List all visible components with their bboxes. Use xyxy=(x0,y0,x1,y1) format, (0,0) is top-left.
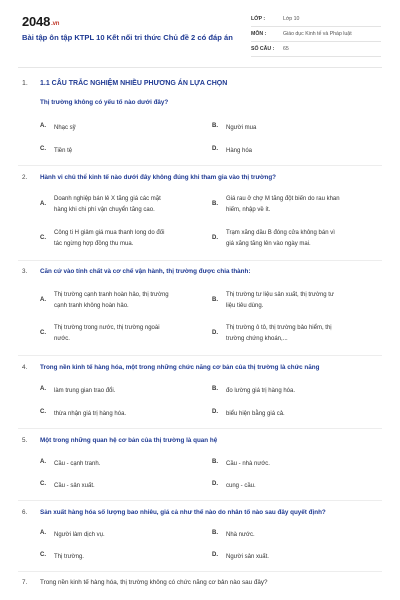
section-number: 1. xyxy=(22,80,28,87)
option-letter: A. xyxy=(40,530,46,536)
option-letter: A. xyxy=(40,386,46,392)
option-c[interactable] xyxy=(40,323,200,347)
meta-row-class xyxy=(251,12,381,27)
meta-row-count xyxy=(251,42,381,57)
question-number: 7. xyxy=(22,579,28,586)
question-text: Hành vi chủ thể kinh tế nào dưới đây không đúng khi tham gia vào thị trường? xyxy=(40,174,277,181)
option-letter: D. xyxy=(212,409,218,415)
option-text: đo lường giá trị hàng hóa. xyxy=(226,388,295,394)
option-text-line-2: liệu tiêu dùng. xyxy=(226,303,264,309)
option-letter: D. xyxy=(212,146,218,152)
option-text: Nhà nước. xyxy=(226,532,255,538)
option-text-line-1: Thị trường trong nước, thị trường ngoài xyxy=(54,325,160,331)
option-c[interactable] xyxy=(40,228,200,252)
document-meta xyxy=(251,12,381,57)
option-text-line-1: Công ti H giảm giá mua thanh long do đối xyxy=(54,230,165,236)
option-text-line-2: cạnh tranh không hoàn hảo. xyxy=(54,303,129,309)
question-text: Căn cứ vào tính chất và cơ chế vận hành, thị trường được chia thành: xyxy=(40,268,251,275)
option-letter: B. xyxy=(212,201,218,207)
option-text-line-1: Doanh nghiệp bán lẻ X tăng giá các mặt xyxy=(54,196,161,202)
option-letter: C. xyxy=(40,481,46,487)
question-divider xyxy=(18,260,382,261)
header-divider xyxy=(18,67,382,68)
option-letter: B. xyxy=(212,123,218,129)
option-text: Hàng hóa xyxy=(226,148,253,154)
question-divider xyxy=(18,165,382,166)
option-letter: D. xyxy=(212,235,218,241)
question-text: Sản xuất hàng hóa số lượng bao nhiêu, giá cả như thế nào do nhân tố nào sau đây quyết định? xyxy=(40,509,326,516)
option-letter: C. xyxy=(40,330,46,336)
option-text-line-2: giá xăng tăng lên vào ngày mai. xyxy=(226,241,311,247)
option-text: Thị trường. xyxy=(54,554,84,560)
meta-key: LỚP : xyxy=(251,16,266,22)
section-title: 1.1 CÂU TRẮC NGHIỆM NHIỀU PHƯƠNG ÁN LỰA CHỌN xyxy=(40,80,228,87)
option-text-line-1: Thị trường tư liệu sản xuất, thị trường tư xyxy=(226,292,334,298)
option-text: thừa nhận giá trị hàng hóa. xyxy=(54,411,127,417)
option-letter: D. xyxy=(212,330,218,336)
option-text-line-1: Thị trường cạnh tranh hoàn hảo, thị trường xyxy=(54,292,169,298)
option-letter: B. xyxy=(212,386,218,392)
logo-number: 2048 xyxy=(22,14,51,29)
question-divider xyxy=(18,355,382,356)
option-text-line-2: tác ngừng hợp đồng thu mua. xyxy=(54,241,134,247)
option-a[interactable] xyxy=(40,290,200,314)
option-d[interactable] xyxy=(212,228,372,252)
option-letter: A. xyxy=(40,459,46,465)
document-title: Bài tập ôn tập KTPL 10 Kết nối tri thức Chủ đề 2 có đáp án xyxy=(22,33,233,42)
meta-key: MÔN : xyxy=(251,31,267,37)
option-letter: D. xyxy=(212,481,218,487)
option-text: biểu hiện bằng giá cả. xyxy=(226,411,285,417)
option-text: Người mua xyxy=(226,125,257,131)
option-letter: A. xyxy=(40,201,46,207)
option-letter: C. xyxy=(40,409,46,415)
question-text: Trong nền kinh tế hàng hóa, thị trường không có chức năng cơ bản nào sau đây? xyxy=(40,579,268,586)
option-b[interactable] xyxy=(212,194,372,218)
question-number: 3. xyxy=(22,268,28,275)
question-divider xyxy=(18,428,382,429)
option-letter: D. xyxy=(212,552,218,558)
site-logo[interactable] xyxy=(22,14,59,29)
question-number: 2. xyxy=(22,174,28,181)
question-text: Thị trường không có yếu tố nào dưới đây? xyxy=(40,99,169,106)
option-text: Cầu - cạnh tranh. xyxy=(54,461,101,467)
option-text: làm trung gian trao đổi. xyxy=(54,388,116,394)
option-text-line-2: hiếm, nhập về ít. xyxy=(226,207,271,213)
option-text: Nhạc sỹ xyxy=(54,125,76,131)
meta-value: Giáo dục Kinh tế và Pháp luật xyxy=(283,31,352,37)
question-divider xyxy=(18,500,382,501)
option-letter: B. xyxy=(212,530,218,536)
option-letter: C. xyxy=(40,235,46,241)
meta-value: Lớp 10 xyxy=(283,16,300,22)
option-text: Cầu - sản xuất. xyxy=(54,483,95,489)
option-letter: C. xyxy=(40,552,46,558)
option-text-line-1: Giá rau ở chợ M tăng đột biến do rau khan xyxy=(226,196,340,202)
logo-suffix: .vn xyxy=(51,21,60,27)
option-text-line-2: nước. xyxy=(54,336,70,342)
meta-key: SỐ CÂU : xyxy=(251,46,275,52)
option-d[interactable] xyxy=(212,323,372,347)
option-text-line-1: Trạm xăng dầu B đóng cửa không bán vì xyxy=(226,230,335,236)
option-text-line-1: Thị trường ô tô, thị trường bảo hiểm, thị xyxy=(226,325,332,331)
option-letter: A. xyxy=(40,123,46,129)
option-letter: B. xyxy=(212,297,218,303)
question-number: 4. xyxy=(22,364,28,371)
option-text: Tiền tệ xyxy=(54,148,73,154)
option-letter: C. xyxy=(40,146,46,152)
meta-value: 65 xyxy=(283,46,289,52)
option-text: cung - cầu. xyxy=(226,483,256,489)
option-text: Người làm dịch vụ. xyxy=(54,532,105,538)
question-divider xyxy=(18,571,382,572)
option-letter: A. xyxy=(40,297,46,303)
option-text: Người sản xuất. xyxy=(226,554,269,560)
question-text: Trong nền kinh tế hàng hóa, một trong những chức năng cơ bản của thị trường là chức năng xyxy=(40,364,320,371)
question-number: 5. xyxy=(22,437,28,444)
option-text: Cầu - nhà nước. xyxy=(226,461,270,467)
option-text-line-2: hàng khi chi phí vận chuyển tăng cao. xyxy=(54,207,155,213)
question-number: 6. xyxy=(22,509,28,516)
option-text-line-2: trường chứng khoán,... xyxy=(226,336,288,342)
page-header xyxy=(0,0,400,62)
option-b[interactable] xyxy=(212,290,372,314)
option-a[interactable] xyxy=(40,194,200,218)
question-text: Một trong những quan hệ cơ bản của thị trường là quan hệ xyxy=(40,437,218,444)
option-letter: B. xyxy=(212,459,218,465)
meta-row-subject xyxy=(251,27,381,42)
